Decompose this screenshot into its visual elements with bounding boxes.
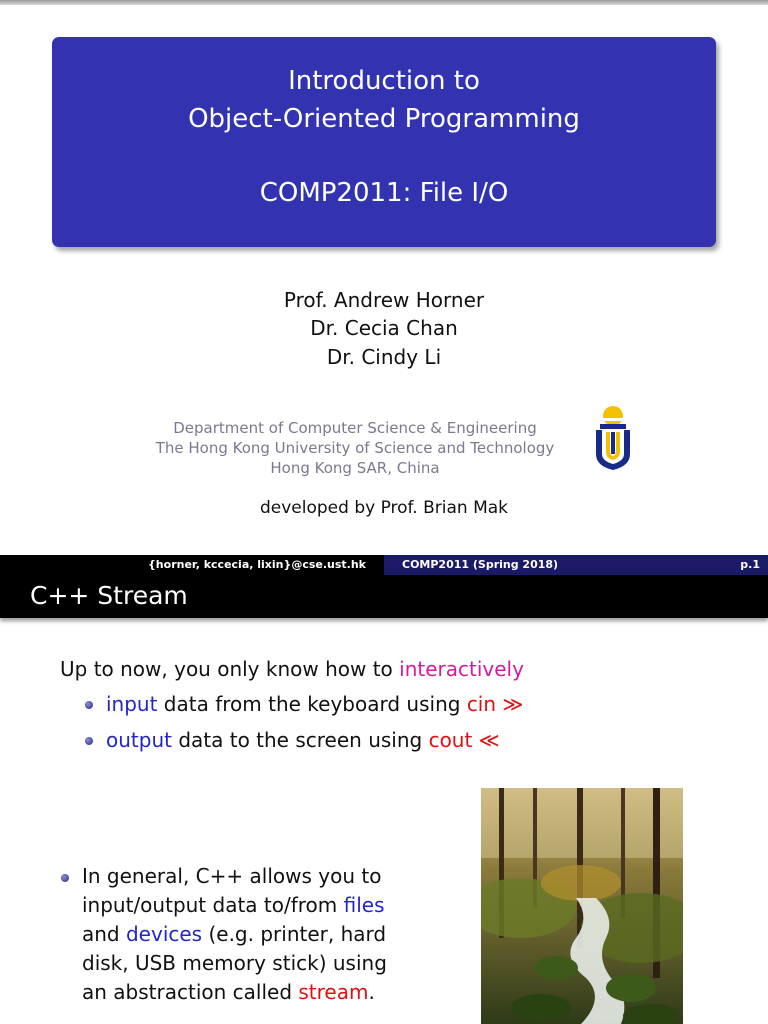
intro-prefix: Up to now, you only know how to [60, 657, 400, 681]
intro-line [60, 657, 524, 681]
general-text-3: (e.g. printer, hard disk, USB memory stick) using an abstraction called [82, 922, 387, 1004]
institute-line-3: Hong Kong SAR, China [270, 459, 440, 477]
title-line-1: Introduction to [288, 66, 480, 96]
title-box [52, 37, 716, 247]
bullet-input-keyword: input [106, 692, 158, 716]
footer-page-number: p.1 [740, 558, 760, 571]
bullet-output-keyword: output [106, 728, 172, 752]
general-text-4: . [368, 980, 375, 1004]
author-2: Dr. Cecia Chan [310, 316, 458, 340]
institute-line-1: Department of Computer Science & Engineering [173, 419, 537, 437]
bullet-icon [85, 737, 93, 745]
bullet-input-text: data from the keyboard using [157, 692, 467, 716]
general-files: files [343, 893, 385, 917]
author-1: Prof. Andrew Horner [283, 288, 485, 312]
general-text-1: In general, C++ allows you to input/output data to/from [82, 864, 382, 917]
general-text-2: and [82, 922, 126, 946]
footer-right [384, 555, 768, 575]
general-stream: stream [298, 980, 369, 1004]
developed-by: developed by Prof. Brian Mak [259, 498, 509, 518]
footer-email: {horner, kccecia, lixin}@cse.ust.hk [147, 558, 366, 571]
institute-line-2: The Hong Kong University of Science and Technology [155, 439, 555, 457]
bullet-output-code: cout ≪ [428, 728, 500, 752]
title-line-2: Object-Oriented Programming [188, 104, 580, 134]
footer-bar [0, 555, 768, 575]
bullet-output-text: data to the screen using [171, 728, 429, 752]
footer-left [0, 555, 384, 575]
hkust-logo-icon [590, 404, 636, 474]
footer-course: COMP2011 (Spring 2018) [402, 558, 559, 571]
author-3: Dr. Cindy Li [326, 345, 442, 369]
bullet-input-code: cin ≫ [466, 692, 524, 716]
bullet-input [106, 692, 523, 716]
forest-stream-photo [481, 788, 683, 1024]
title-line-3: COMP2011: File I/O [259, 178, 509, 208]
bullet-icon [85, 701, 93, 709]
general-devices: devices [125, 922, 203, 946]
frame-title-bar [0, 575, 768, 618]
general-paragraph [82, 862, 402, 1007]
bullet-icon [61, 874, 69, 882]
top-rule [0, 0, 768, 5]
bullet-output [106, 728, 500, 752]
intro-highlight: interactively [399, 657, 524, 681]
frame-title: C++ Stream [30, 581, 188, 610]
